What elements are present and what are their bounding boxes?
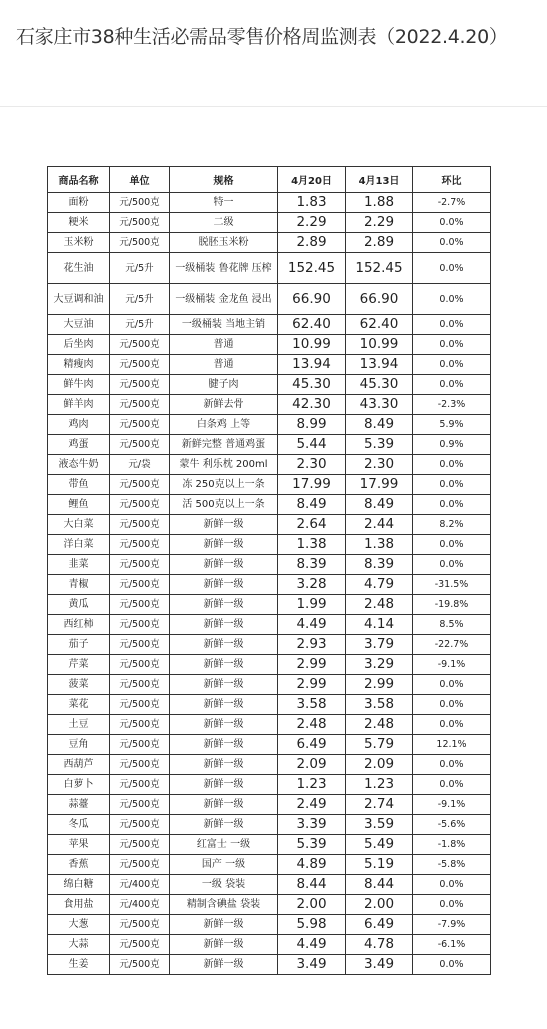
cell-apr20: 2.64 — [278, 515, 346, 535]
cell-unit: 元/500克 — [110, 955, 170, 975]
cell-name: 大葱 — [48, 915, 110, 935]
cell-apr13: 3.29 — [346, 655, 413, 675]
cell-spec: 新鲜一级 — [170, 595, 278, 615]
header-unit: 单位 — [110, 167, 170, 193]
table-row — [48, 915, 491, 935]
cell-unit: 元/500克 — [110, 855, 170, 875]
cell-change: 0.0% — [413, 955, 491, 975]
header-change: 环比 — [413, 167, 491, 193]
cell-unit: 元/500克 — [110, 395, 170, 415]
cell-apr20: 4.89 — [278, 855, 346, 875]
cell-spec: 脱胚玉米粉 — [170, 233, 278, 253]
cell-change: -2.3% — [413, 395, 491, 415]
cell-change: 0.0% — [413, 284, 491, 315]
cell-spec: 一级桶装 鲁花牌 压榨 — [170, 253, 278, 284]
cell-change: 0.0% — [413, 715, 491, 735]
price-table-container — [47, 166, 491, 975]
cell-apr20: 8.39 — [278, 555, 346, 575]
cell-change: 0.9% — [413, 435, 491, 455]
cell-unit: 元/500克 — [110, 935, 170, 955]
page-title: 石家庄市38种生活必需品零售价格周监测表（2022.4.20） — [16, 26, 508, 48]
cell-name: 青椒 — [48, 575, 110, 595]
cell-apr20: 8.44 — [278, 875, 346, 895]
cell-unit: 元/500克 — [110, 555, 170, 575]
table-row — [48, 875, 491, 895]
cell-spec: 一级桶装 当地主销 — [170, 315, 278, 335]
cell-unit: 元/500克 — [110, 535, 170, 555]
cell-spec: 新鲜一级 — [170, 515, 278, 535]
table-header-row — [48, 167, 491, 193]
cell-name: 菜花 — [48, 695, 110, 715]
cell-unit: 元/500克 — [110, 495, 170, 515]
cell-apr20: 45.30 — [278, 375, 346, 395]
cell-change: -2.7% — [413, 193, 491, 213]
cell-spec: 红富士 一级 — [170, 835, 278, 855]
table-row — [48, 475, 491, 495]
cell-change: 0.0% — [413, 755, 491, 775]
cell-unit: 元/500克 — [110, 355, 170, 375]
table-row — [48, 635, 491, 655]
cell-apr20: 13.94 — [278, 355, 346, 375]
cell-unit: 元/500克 — [110, 575, 170, 595]
cell-unit: 元/500克 — [110, 815, 170, 835]
table-row — [48, 193, 491, 213]
cell-apr13: 2.48 — [346, 715, 413, 735]
cell-name: 生姜 — [48, 955, 110, 975]
cell-unit: 元/500克 — [110, 675, 170, 695]
cell-apr20: 5.98 — [278, 915, 346, 935]
table-row — [48, 735, 491, 755]
cell-name: 香蕉 — [48, 855, 110, 875]
table-row — [48, 795, 491, 815]
cell-name: 蒜薹 — [48, 795, 110, 815]
cell-unit: 元/500克 — [110, 835, 170, 855]
cell-apr13: 13.94 — [346, 355, 413, 375]
cell-change: 0.0% — [413, 895, 491, 915]
cell-name: 鲤鱼 — [48, 495, 110, 515]
table-row — [48, 555, 491, 575]
cell-unit: 元/500克 — [110, 193, 170, 213]
table-row — [48, 455, 491, 475]
cell-change: 12.1% — [413, 735, 491, 755]
cell-apr13: 1.23 — [346, 775, 413, 795]
table-row — [48, 284, 491, 315]
table-row — [48, 253, 491, 284]
cell-spec: 新鲜去骨 — [170, 395, 278, 415]
table-row — [48, 695, 491, 715]
cell-unit: 元/500克 — [110, 775, 170, 795]
cell-spec: 新鲜一级 — [170, 655, 278, 675]
cell-name: 大豆调和油 — [48, 284, 110, 315]
cell-apr20: 2.29 — [278, 213, 346, 233]
cell-apr13: 5.19 — [346, 855, 413, 875]
cell-apr13: 1.88 — [346, 193, 413, 213]
cell-change: 0.0% — [413, 375, 491, 395]
cell-name: 精瘦肉 — [48, 355, 110, 375]
cell-change: 0.0% — [413, 335, 491, 355]
cell-name: 冬瓜 — [48, 815, 110, 835]
cell-change: -5.8% — [413, 855, 491, 875]
table-row — [48, 615, 491, 635]
cell-change: 0.0% — [413, 315, 491, 335]
cell-apr20: 3.39 — [278, 815, 346, 835]
cell-change: -9.1% — [413, 795, 491, 815]
cell-change: -7.9% — [413, 915, 491, 935]
cell-apr20: 3.58 — [278, 695, 346, 715]
cell-apr20: 152.45 — [278, 253, 346, 284]
cell-change: 0.0% — [413, 775, 491, 795]
cell-change: 0.0% — [413, 475, 491, 495]
table-body — [48, 193, 491, 975]
cell-spec: 新鲜一级 — [170, 675, 278, 695]
cell-spec: 新鲜一级 — [170, 535, 278, 555]
cell-change: -6.1% — [413, 935, 491, 955]
cell-unit: 元/500克 — [110, 595, 170, 615]
cell-unit: 元/5升 — [110, 253, 170, 284]
cell-spec: 国产 一级 — [170, 855, 278, 875]
table-row — [48, 355, 491, 375]
cell-apr20: 42.30 — [278, 395, 346, 415]
cell-name: 韭菜 — [48, 555, 110, 575]
cell-name: 鲜羊肉 — [48, 395, 110, 415]
cell-apr20: 3.28 — [278, 575, 346, 595]
cell-unit: 元/500克 — [110, 655, 170, 675]
cell-apr13: 2.30 — [346, 455, 413, 475]
cell-spec: 腱子肉 — [170, 375, 278, 395]
cell-apr20: 1.23 — [278, 775, 346, 795]
cell-unit: 元/400克 — [110, 895, 170, 915]
cell-spec: 二级 — [170, 213, 278, 233]
table-row — [48, 515, 491, 535]
cell-apr13: 2.44 — [346, 515, 413, 535]
cell-name: 茄子 — [48, 635, 110, 655]
cell-apr13: 8.49 — [346, 415, 413, 435]
table-row — [48, 213, 491, 233]
cell-name: 西红柿 — [48, 615, 110, 635]
cell-apr13: 66.90 — [346, 284, 413, 315]
cell-spec: 特一 — [170, 193, 278, 213]
cell-spec: 蒙牛 利乐枕 200ml — [170, 455, 278, 475]
cell-apr13: 2.99 — [346, 675, 413, 695]
cell-apr20: 8.49 — [278, 495, 346, 515]
cell-unit: 元/袋 — [110, 455, 170, 475]
cell-apr13: 45.30 — [346, 375, 413, 395]
cell-unit: 元/500克 — [110, 635, 170, 655]
cell-apr13: 2.29 — [346, 213, 413, 233]
cell-unit: 元/500克 — [110, 213, 170, 233]
cell-apr20: 2.00 — [278, 895, 346, 915]
cell-apr20: 2.99 — [278, 655, 346, 675]
cell-change: 0.0% — [413, 253, 491, 284]
cell-apr13: 2.00 — [346, 895, 413, 915]
cell-name: 西葫芦 — [48, 755, 110, 775]
cell-spec: 冻 250克以上一条 — [170, 475, 278, 495]
cell-apr20: 2.48 — [278, 715, 346, 735]
header-spec: 规格 — [170, 167, 278, 193]
cell-name: 豆角 — [48, 735, 110, 755]
cell-name: 鸡肉 — [48, 415, 110, 435]
cell-spec: 一级桶装 金龙鱼 浸出 — [170, 284, 278, 315]
cell-unit: 元/500克 — [110, 915, 170, 935]
cell-spec: 新鲜一级 — [170, 695, 278, 715]
table-row — [48, 315, 491, 335]
cell-change: -5.6% — [413, 815, 491, 835]
cell-spec: 精制含碘盐 袋装 — [170, 895, 278, 915]
cell-unit: 元/500克 — [110, 375, 170, 395]
table-row — [48, 855, 491, 875]
cell-change: 8.5% — [413, 615, 491, 635]
cell-apr13: 8.39 — [346, 555, 413, 575]
cell-spec: 活 500克以上一条 — [170, 495, 278, 515]
cell-name: 菠菜 — [48, 675, 110, 695]
cell-apr13: 3.49 — [346, 955, 413, 975]
table-row — [48, 815, 491, 835]
table-row — [48, 675, 491, 695]
cell-unit: 元/500克 — [110, 335, 170, 355]
cell-change: 0.0% — [413, 495, 491, 515]
cell-spec: 新鲜一级 — [170, 575, 278, 595]
cell-apr13: 4.78 — [346, 935, 413, 955]
cell-apr13: 2.89 — [346, 233, 413, 253]
cell-change: -1.8% — [413, 835, 491, 855]
cell-unit: 元/400克 — [110, 875, 170, 895]
cell-change: 0.0% — [413, 233, 491, 253]
table-row — [48, 955, 491, 975]
cell-change: -19.8% — [413, 595, 491, 615]
cell-spec: 新鲜一级 — [170, 795, 278, 815]
cell-apr13: 17.99 — [346, 475, 413, 495]
cell-apr13: 5.49 — [346, 835, 413, 855]
cell-apr20: 1.38 — [278, 535, 346, 555]
cell-apr20: 2.49 — [278, 795, 346, 815]
cell-unit: 元/500克 — [110, 515, 170, 535]
cell-apr20: 2.93 — [278, 635, 346, 655]
cell-name: 洋白菜 — [48, 535, 110, 555]
cell-name: 土豆 — [48, 715, 110, 735]
cell-change: -9.1% — [413, 655, 491, 675]
table-row — [48, 895, 491, 915]
cell-apr13: 10.99 — [346, 335, 413, 355]
cell-apr13: 5.39 — [346, 435, 413, 455]
cell-name: 黄瓜 — [48, 595, 110, 615]
cell-change: -31.5% — [413, 575, 491, 595]
cell-unit: 元/500克 — [110, 755, 170, 775]
cell-apr20: 5.44 — [278, 435, 346, 455]
table-row — [48, 755, 491, 775]
cell-apr20: 6.49 — [278, 735, 346, 755]
cell-spec: 普通 — [170, 355, 278, 375]
cell-apr13: 3.59 — [346, 815, 413, 835]
cell-apr13: 5.79 — [346, 735, 413, 755]
table-row — [48, 775, 491, 795]
cell-apr20: 62.40 — [278, 315, 346, 335]
cell-change: 0.0% — [413, 695, 491, 715]
cell-apr20: 4.49 — [278, 935, 346, 955]
table-row — [48, 335, 491, 355]
cell-apr20: 1.99 — [278, 595, 346, 615]
table-row — [48, 495, 491, 515]
cell-apr20: 2.99 — [278, 675, 346, 695]
table-row — [48, 535, 491, 555]
cell-apr20: 5.39 — [278, 835, 346, 855]
cell-apr20: 2.89 — [278, 233, 346, 253]
cell-change: 0.0% — [413, 455, 491, 475]
cell-spec: 新鲜一级 — [170, 955, 278, 975]
cell-unit: 元/5升 — [110, 284, 170, 315]
cell-apr13: 152.45 — [346, 253, 413, 284]
cell-apr13: 6.49 — [346, 915, 413, 935]
cell-apr20: 66.90 — [278, 284, 346, 315]
cell-unit: 元/500克 — [110, 715, 170, 735]
cell-name: 食用盐 — [48, 895, 110, 915]
table-row — [48, 715, 491, 735]
cell-spec: 一级 袋装 — [170, 875, 278, 895]
cell-name: 后坐肉 — [48, 335, 110, 355]
cell-name: 液态牛奶 — [48, 455, 110, 475]
cell-apr13: 2.09 — [346, 755, 413, 775]
table-row — [48, 575, 491, 595]
table-row — [48, 233, 491, 253]
cell-name: 绵白糖 — [48, 875, 110, 895]
cell-spec: 新鲜一级 — [170, 815, 278, 835]
cell-spec: 新鲜一级 — [170, 735, 278, 755]
cell-apr13: 8.44 — [346, 875, 413, 895]
cell-apr13: 62.40 — [346, 315, 413, 335]
cell-unit: 元/500克 — [110, 795, 170, 815]
cell-spec: 新鲜一级 — [170, 775, 278, 795]
cell-apr20: 1.83 — [278, 193, 346, 213]
table-row — [48, 395, 491, 415]
table-row — [48, 655, 491, 675]
cell-apr20: 2.09 — [278, 755, 346, 775]
cell-name: 大白菜 — [48, 515, 110, 535]
cell-apr13: 43.30 — [346, 395, 413, 415]
cell-apr20: 2.30 — [278, 455, 346, 475]
cell-apr20: 8.99 — [278, 415, 346, 435]
cell-spec: 新鲜一级 — [170, 715, 278, 735]
cell-apr13: 4.79 — [346, 575, 413, 595]
cell-apr13: 3.79 — [346, 635, 413, 655]
table-row — [48, 835, 491, 855]
cell-name: 花生油 — [48, 253, 110, 284]
cell-name: 鲜牛肉 — [48, 375, 110, 395]
table-row — [48, 935, 491, 955]
header-apr20: 4月20日 — [278, 167, 346, 193]
cell-name: 大豆油 — [48, 315, 110, 335]
cell-apr13: 8.49 — [346, 495, 413, 515]
cell-spec: 新鲜一级 — [170, 755, 278, 775]
table-row — [48, 595, 491, 615]
cell-change: 0.0% — [413, 875, 491, 895]
title-divider — [0, 106, 547, 107]
cell-name: 鸡蛋 — [48, 435, 110, 455]
cell-name: 带鱼 — [48, 475, 110, 495]
cell-unit: 元/500克 — [110, 233, 170, 253]
table-row — [48, 415, 491, 435]
cell-change: 8.2% — [413, 515, 491, 535]
header-name: 商品名称 — [48, 167, 110, 193]
cell-spec: 新鲜一级 — [170, 915, 278, 935]
cell-apr13: 2.48 — [346, 595, 413, 615]
cell-unit: 元/500克 — [110, 415, 170, 435]
cell-name: 粳米 — [48, 213, 110, 233]
cell-unit: 元/500克 — [110, 475, 170, 495]
cell-spec: 新鲜一级 — [170, 635, 278, 655]
cell-spec: 新鲜一级 — [170, 615, 278, 635]
cell-name: 苹果 — [48, 835, 110, 855]
cell-spec: 新鲜一级 — [170, 555, 278, 575]
cell-apr20: 3.49 — [278, 955, 346, 975]
cell-apr13: 3.58 — [346, 695, 413, 715]
cell-name: 面粉 — [48, 193, 110, 213]
cell-name: 白萝卜 — [48, 775, 110, 795]
table-row — [48, 375, 491, 395]
cell-apr13: 1.38 — [346, 535, 413, 555]
cell-change: 0.0% — [413, 555, 491, 575]
cell-change: 5.9% — [413, 415, 491, 435]
cell-change: 0.0% — [413, 675, 491, 695]
cell-apr13: 4.14 — [346, 615, 413, 635]
cell-spec: 白条鸡 上等 — [170, 415, 278, 435]
cell-unit: 元/500克 — [110, 695, 170, 715]
table-row — [48, 435, 491, 455]
cell-unit: 元/500克 — [110, 735, 170, 755]
cell-unit: 元/5升 — [110, 315, 170, 335]
cell-unit: 元/500克 — [110, 435, 170, 455]
price-table — [47, 166, 491, 975]
header-apr13: 4月13日 — [346, 167, 413, 193]
cell-change: 0.0% — [413, 355, 491, 375]
cell-change: -22.7% — [413, 635, 491, 655]
cell-apr20: 10.99 — [278, 335, 346, 355]
cell-apr13: 2.74 — [346, 795, 413, 815]
cell-name: 芹菜 — [48, 655, 110, 675]
cell-change: 0.0% — [413, 213, 491, 233]
cell-name: 大蒜 — [48, 935, 110, 955]
cell-apr20: 4.49 — [278, 615, 346, 635]
cell-name: 玉米粉 — [48, 233, 110, 253]
cell-unit: 元/500克 — [110, 615, 170, 635]
cell-spec: 普通 — [170, 335, 278, 355]
cell-apr20: 17.99 — [278, 475, 346, 495]
cell-change: 0.0% — [413, 535, 491, 555]
cell-spec: 新鲜完整 普通鸡蛋 — [170, 435, 278, 455]
cell-spec: 新鲜一级 — [170, 935, 278, 955]
